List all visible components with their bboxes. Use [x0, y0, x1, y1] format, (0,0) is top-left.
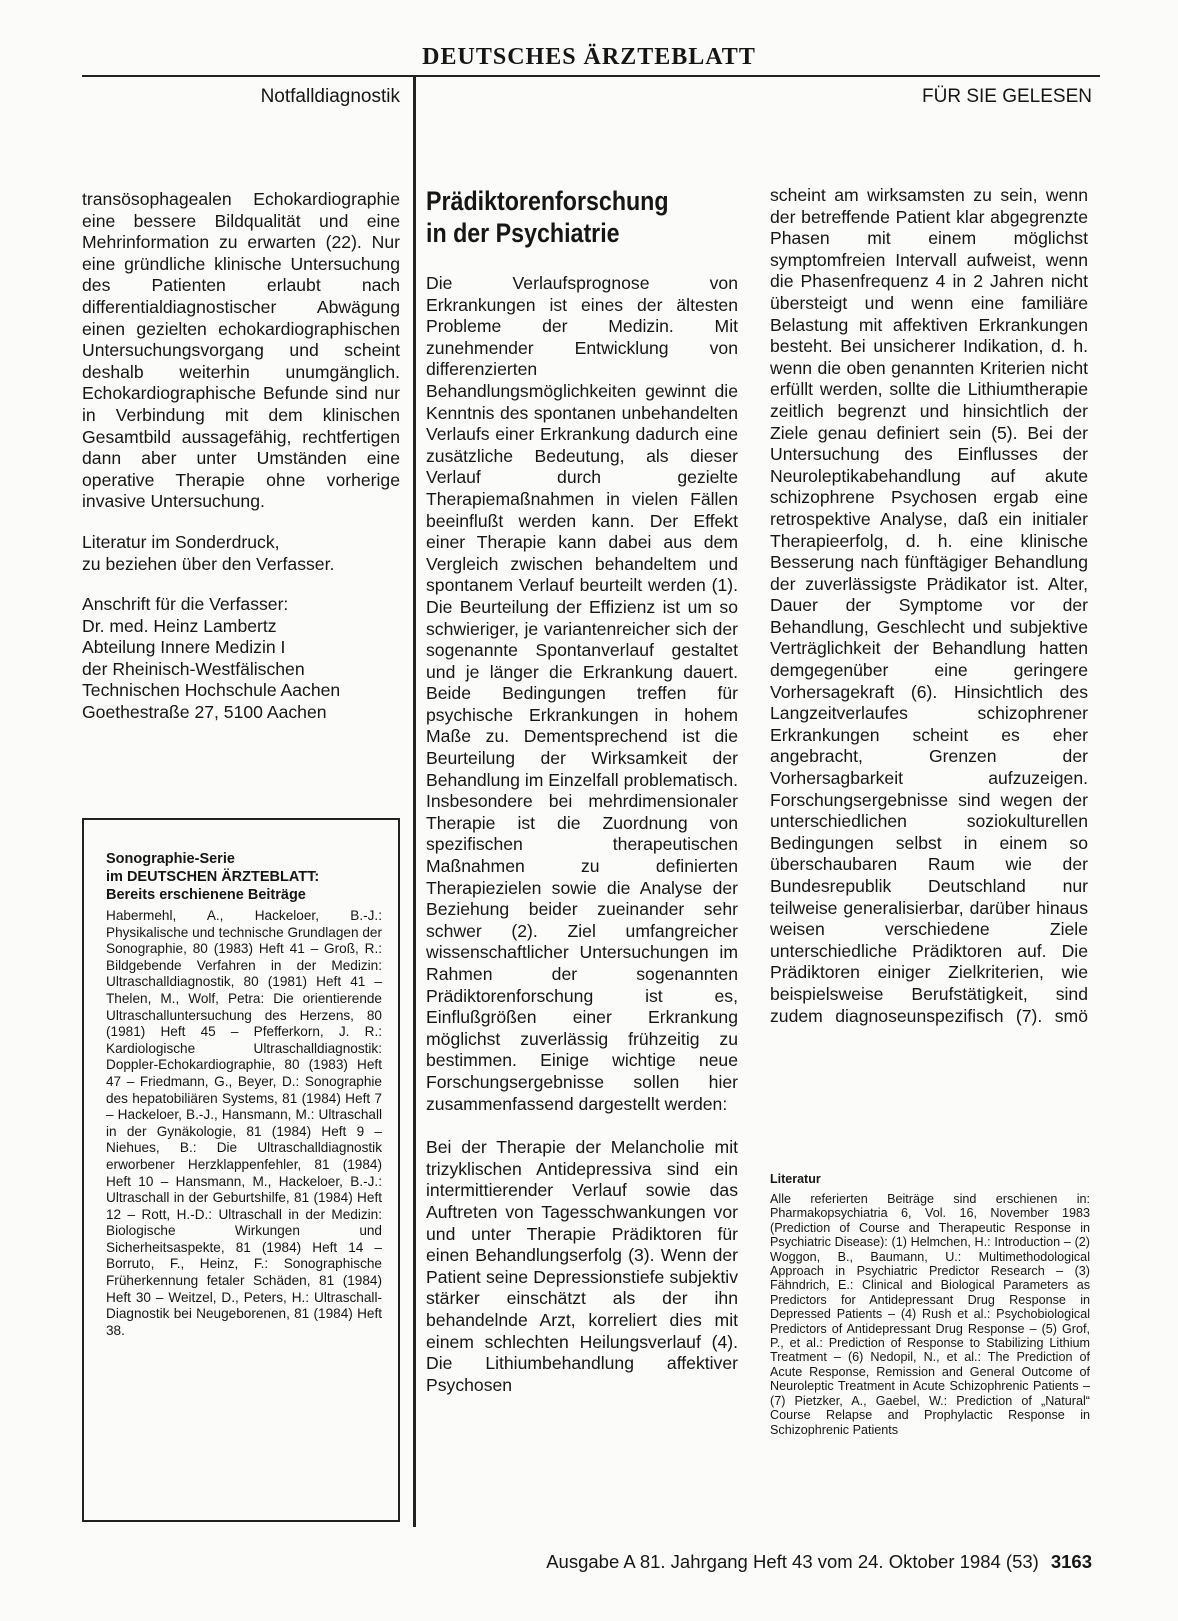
page-footer	[0, 1551, 1092, 1573]
article-column-2	[770, 185, 1088, 1027]
series-box	[82, 818, 400, 1522]
section-label-left: Notfalldiagnostik	[260, 86, 400, 107]
issue-info: Ausgabe A 81. Jahrgang Heft 43 vom 24. Oktober 1984 (53)	[546, 1551, 1039, 1572]
series-box-heading	[106, 850, 386, 904]
literature-list: Alle referierten Beiträge sind erschienen in: Pharmakopsychiatria 6, Vol. 16, November 1983 (Prediction of Course and Therapeutic Response in Psychiatric Disease): (1) Helmchen, H.: Introduction – (2) Woggon, B., Baumann, U.: Multimethodological Approach in Psychiatric Predictor Research – (3) Fähndrich, E.: Clinical and Biological Parameters as Predictors for Antidepressant Drug Response in Depressed Patients – (4) Rush et al.: Psychobiological Predictors of Antidepressant Drug Response – (5) Grof, P., et al.: Prediction of Response to Stabilizing Lithium Treatment – (6) Nedopil, N., et al.: The Prediction of Acute Response, Remission and General Outcome of Neuroleptic Treatment in Acute Schizophrenic Patients – (7) Pietzker, A., Gaebel, W.: Prediction of „Natural“ Course Relapse and Prophylactic Response in Schizophrenic Patients	[770, 1192, 1090, 1437]
literature-note: Literatur im Sonderdruck,	[82, 531, 280, 552]
paragraph-text: scheint am wirksamsten zu sein, wenn der betreffende Patient klar abgegrenzte Phasen mit einem möglichst symptomfreien Intervall aufweist, wenn die Phasenfrequenz 4 in 2 Jahren nicht übersteigt und wenn eine familiäre Belastung mit affektiven Erkrankungen besteht. Bei unsicherer Indikation, d. h. wenn die oben genannten Kriterien nicht erfüllt werden, sollte die Lithiumtherapie zeitlich begrenzt und hinsichtlich der Ziele genau definiert sein (5). Bei der Untersuchung des Einflusses der Neuroleptikabehandlung auf akute schizophrene Psychosen ergab eine retrospektive Analyse, daß ein initialer Therapieerfolg, d. h. eine klinische Besserung nach fünftägiger Behandlung der zuverlässigste Prädikator ist. Alter, Dauer der Symptome vor der Behandlung, Geschlecht und subjektive Verträglichkeit der Behandlung hatten demgegenüber eine geringere Vorhersagekraft (6). Hinsichtlich des Langzeitverlaufes schizophrener Erkrankungen scheint es eher angebracht, Grenzen der Vorhersagbarkeit aufzuzeigen. Forschungsergebnisse sind wegen der unterschiedlichen soziokulturellen Bedingungen selbst in einem so überschaubaren Raum wie der Bundesrepublik Deutschland nur teilweise generalisierbar, darüber hinaus weisen verschiedene Ziele unterschiedliche Prädiktoren auf. Die Prädiktoren einiger Zielkriterien, wie beispielsweise Berufstätigkeit, sind zudem diagnoseunspezifisch (7).	[770, 185, 1088, 1026]
article-title	[426, 185, 675, 249]
column-divider	[413, 77, 416, 1527]
paragraph: Die Verlaufsprognose von Erkrankungen ist eines der ältesten Probleme der Medizin. Mit zunehmender Entwicklung von differenzierten Behandlungsmöglichkeiten gewinnt die Kenntnis des spontanen unbehandelten Verlaufs einer Erkrankung dadurch eine zusätzliche Bedeutung, als dieser Verlauf durch gezielte Therapiemaßnahmen in vielen Fällen beeinflußt werden kann. Der Effekt einer Therapie kann dabei aus dem Vergleich zwischen behandeltem und spontanem Verlauf beurteilt werden (1). Die Beurteilung der Effizienz ist um so schwieriger, je variantenreicher sich der sogenannte Spontanverlauf gestaltet und je länger die Erkrankung dauert. Beide Bedingungen treffen für psychische Erkrankungen in hohem Maße zu. Dementsprechend ist die Beurteilung der Wirksamkeit der Behandlung im Einzelfall problematisch. Insbesondere bei mehrdimensionaler Therapie ist die Zuordnung von spezifischen therapeutischen Maßnahmen zu definierten Therapiezielen sowie die Analyse der Beziehung beider zueinander sehr schwer (2). Ziel umfangreicher wissenschaftlicher Untersuchungen im Rahmen der sogenannten Prädiktorenforschung ist es, Einflußgrößen einer Erkrankung möglichst zuverlässig frühzeitig zu bestimmen. Einige wichtige neue Forschungsergebnisse sollen hier zusammenfassend dargestellt werden:	[426, 273, 738, 1114]
literature-heading: Literatur	[770, 1172, 821, 1186]
address-line: Technischen Hochschule Aachen	[82, 680, 341, 701]
header-rule	[82, 75, 1100, 77]
title-line: Prädiktorenforschung	[426, 186, 669, 216]
heading-line: Bereits erschienene Beiträge	[106, 887, 306, 903]
paragraph: transösophagealen Echokardiographie eine bessere Bildqualität und eine Mehrinformation zu erwarten (22). Nur eine gründliche klinische Untersuchung des Patienten erlaubt nach differentialdiagnostischer Abwägung einen gezielten echokardiographischen Untersuchungsvorgang und scheint deshalb weiterhin unumgänglich. Echokardiographische Befunde sind nur in Verbindung mit dem klinischen Gesamtbild aussagefähig, rechtfertigen dann aber unter Umständen eine operative Therapie ohne vorherige invasive Untersuchung.	[82, 189, 400, 512]
page-number: 3163	[1050, 1551, 1092, 1572]
paragraph: Bei der Therapie der Melancholie mit trizyklischen Antidepressiva sind ein intermittierender Verlauf sowie das Auftreten von Tagesschwankungen vor und unter Therapie Prädiktoren für einen Behandlungserfolg (3). Wenn der Patient seine Depressionstiefe subjektiv stärker einschätzt als der ihn behandelnde Arzt, korreliert dies mit einem schlechten Heilungsverlauf (4). Die Lithiumbehandlung affektiver Psychosen	[426, 1137, 738, 1395]
literature-note: zu beziehen über den Verfasser.	[82, 553, 335, 574]
section-label-right: FÜR SIE GELESEN	[922, 86, 1092, 107]
paragraph	[770, 185, 1088, 1027]
article-column-1	[426, 273, 738, 1396]
address-line: Anschrift für die Verfasser:	[82, 594, 289, 615]
address-line: Goethestraße 27, 5100 Aachen	[82, 702, 327, 723]
address-line: der Rheinisch-Westfälischen	[82, 658, 305, 679]
author-initials: smö	[1054, 1005, 1088, 1026]
address-line: Dr. med. Heinz Lambertz	[82, 615, 277, 636]
left-column	[82, 189, 400, 724]
address-line: Abteilung Innere Medizin I	[82, 637, 286, 658]
masthead: DEUTSCHES ÄRZTEBLATT	[422, 44, 756, 70]
title-line: in der Psychiatrie	[426, 218, 620, 248]
series-box-body: Habermehl, A., Hackeloer, B.-J.: Physikalische und technische Grundlagen der Sonographie, 80 (1983) Heft 41 – Groß, R.: Bildgebende Verfahren in der Medizin: Ultraschalldiagnostik, 80 (1981) Heft 41 – Thelen, M., Wolf, Petra: Die orientierende Ultraschalluntersuchung des Herzens, 80 (1981) Heft 45 – Pfefferkorn, J. R.: Kardiologische Ultraschalldiagnostik: Doppler-Echokardiographie, 80 (1983) Heft 47 – Friedmann, G., Beyer, D.: Sonographie des hepatobiliären Systems, 81 (1984) Heft 7 – Hackeloer, B.-J., Hansmann, M.: Ultraschall in der Gynäkologie, 81 (1984) Heft 9 – Niehues, B.: Die Ultraschalldiagnostik erworbener Herzklappenfehler, 81 (1984) Heft 10 – Hansmann, M., Hackeloer, B.-J.: Ultraschall in der Geburtshilfe, 81 (1984) Heft 12 – Rott, H.-D.: Ultraschall in der Medizin: Biologische Wirkungen und Sicherheitsaspekte, 81 (1984) Heft 14 – Borruto, F., Heinz, F.: Sonographische Früherkennung fetaler Schäden, 81 (1984) Heft 30 – Weitzel, D., Peters, H.: Ultraschall-Diagnostik bei Neugeborenen, 81 (1984) Heft 38.	[106, 908, 382, 1338]
heading-line: im DEUTSCHEN ÄRZTEBLATT:	[106, 869, 320, 885]
heading-line: Sonographie-Serie	[106, 851, 235, 867]
